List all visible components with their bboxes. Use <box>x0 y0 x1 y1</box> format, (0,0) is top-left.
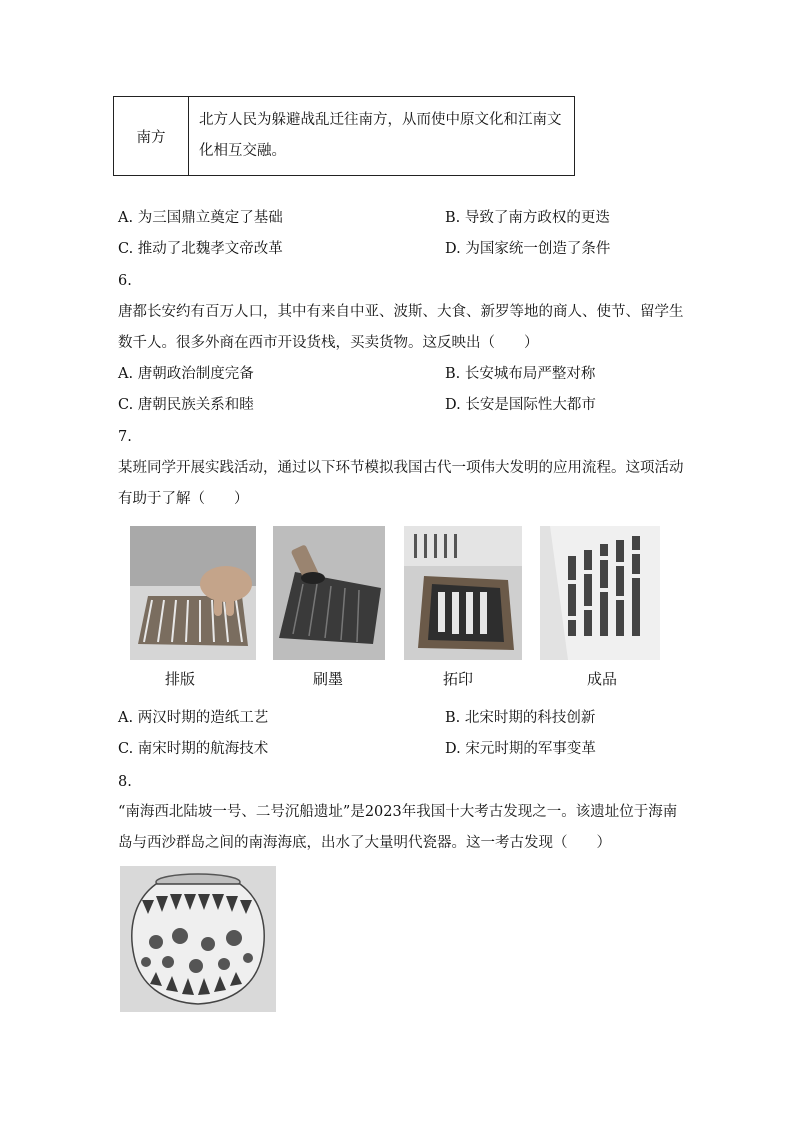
typesetting-photo <box>130 526 256 660</box>
q6-option-c: C. 唐朝民族关系和睦 <box>118 397 254 413</box>
q6-stem-line2: 数千人。很多外商在西市开设货栈，买卖货物。这反映出（ ） <box>118 335 539 351</box>
caption-typesetting: 排版 <box>164 670 195 688</box>
q5-option-a: A. 为三国鼎立奠定了基础 <box>118 210 283 226</box>
q8-number: 8. <box>118 774 132 790</box>
q7-option-c: C. 南宋时期的航海技术 <box>118 741 269 757</box>
q6-option-b: B. 长安城布局严整对称 <box>445 366 596 382</box>
q5-option-d: D. 为国家统一创造了条件 <box>445 241 611 257</box>
q7-stem-line1: 某班同学开展实践活动，通过以下环节模拟我国古代一项伟大发明的应用流程。这项活动 <box>118 460 684 476</box>
q6-stem-line1: 唐都长安约有百万人口，其中有来自中亚、波斯、大食、新罗等地的商人、使节、留学生 <box>118 304 684 320</box>
q8-stem-line1: “南海西北陆坡一号、二号沉船遗址”是2023年我国十大考古发现之一。该遗址位于海南 <box>118 804 678 820</box>
q7-stem-line2: 有助于了解（ ） <box>118 491 249 507</box>
table-value-cell: 北方人民为躲避战乱迁往南方，从而使中原文化和江南文化相互交融。 <box>189 97 575 176</box>
info-table <box>113 96 575 176</box>
q8-stem-line2: 岛与西沙群岛之间的南海海底，出水了大量明代瓷器。这一考古发现（ ） <box>118 835 611 851</box>
q6-number: 6. <box>118 273 132 289</box>
q7-option-d: D. 宋元时期的军事变革 <box>445 741 596 757</box>
caption-finished-product: 成品 <box>586 670 617 688</box>
q7-option-a: A. 两汉时期的造纸工艺 <box>118 710 269 726</box>
q6-option-a: A. 唐朝政治制度完备 <box>118 366 254 382</box>
inking-photo <box>273 526 385 660</box>
q7-option-b: B. 北宋时期的科技创新 <box>445 710 596 726</box>
q5-option-c: C. 推动了北魏孝文帝改革 <box>118 241 283 257</box>
q6-option-d: D. 长安是国际性大都市 <box>445 397 596 413</box>
table-key-cell: 南方 <box>114 97 189 176</box>
q5-option-b: B. 导致了南方政权的更迭 <box>445 210 610 226</box>
q7-number: 7. <box>118 429 132 445</box>
finished-product-photo <box>540 526 660 660</box>
caption-rubbing: 拓印 <box>442 670 473 688</box>
rubbing-photo <box>404 526 522 660</box>
caption-inking: 刷墨 <box>312 670 343 688</box>
ming-porcelain-jar-photo <box>120 866 276 1012</box>
